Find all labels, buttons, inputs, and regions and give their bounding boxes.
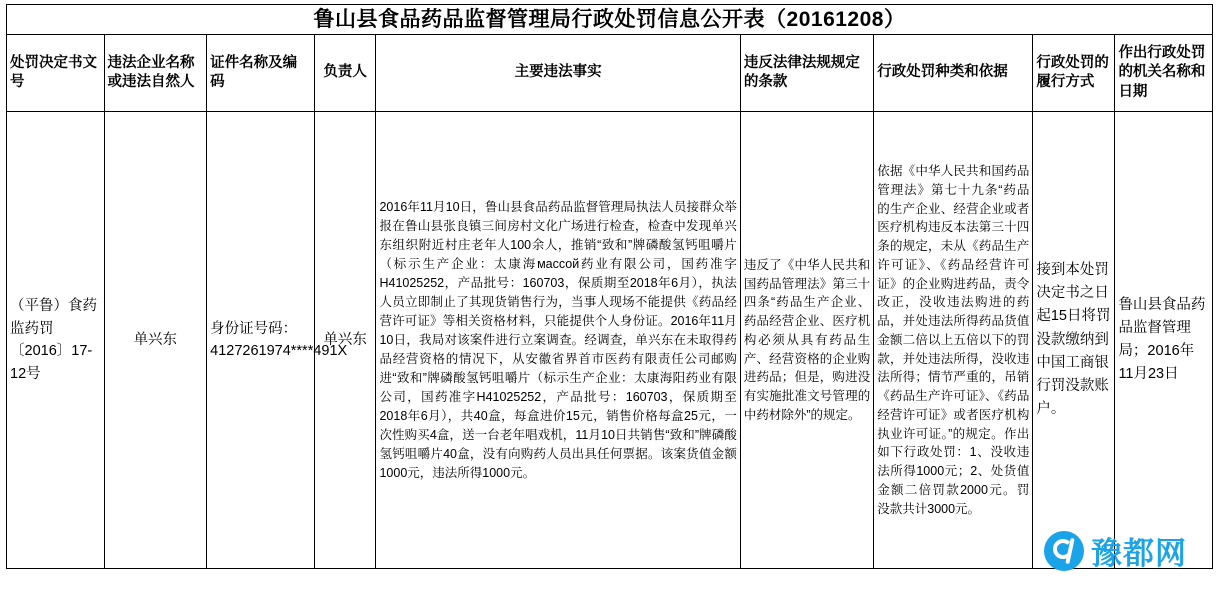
table-header-row bbox=[7, 35, 1213, 112]
watermark-text: 豫都网 bbox=[1091, 536, 1187, 572]
cell-facts: 2016年11月10日，鲁山县食品药品监督管理局执法人员接群众举报在鲁山县张良镇三间房村文化广场进行检查，检查中发现单兴东组织附近村庄老年人100余人，推销“致和”牌磷酸氢钙咀嚼片（标示生产企业：太康海массой药业有限公司，国药准字H41025252，产品批号：160703，保质期至2018年6月），执法人员立即制止了其现货销售行为，当事人现场不能提供《药品经营许可证》等相关资格材料，只能提供个人身份证。2016年11月10日，我局对该案件进行立案调查。经调查，单兴东在未取得药品经营资格的情况下，从安徽省界首市医药有限责任公司邮购进“致和”牌磷酸氢钙咀嚼片（标示生产企业：太康海阳药业有限公司，国药准字H41025252，产品批号：160703，保质期至2018年6月），共40盒，每盒进价15元，销售价格每盒25元，一次性购买4盒，送一台老年唱戏机，11月10日共销售“致和”牌磷酸氢钙咀嚼片40盒，没有向购药人员出具任何票据。该案货值金额1000元，违法所得1000元。 bbox=[376, 112, 740, 569]
column-header-penalty: 行政处罚种类和依据 bbox=[874, 35, 1033, 112]
table-title-row bbox=[7, 5, 1213, 35]
column-header-entity: 违法企业名称或违法自然人 bbox=[104, 35, 207, 112]
page-title: 鲁山县食品药品监督管理局行政处罚信息公开表（20161208） bbox=[7, 5, 1213, 35]
column-header-organ: 作出行政处罚的机关名称和日期 bbox=[1115, 35, 1213, 112]
table-row bbox=[7, 112, 1213, 569]
column-header-facts: 主要违法事实 bbox=[376, 35, 740, 112]
cell-doc-no: （平鲁）食药监药罚〔2016〕17-12号 bbox=[7, 112, 105, 569]
column-header-person: 负责人 bbox=[314, 35, 376, 112]
cell-execution: 接到本处罚决定书之日起15日将罚没款缴纳到中国工商银行罚没款账户。 bbox=[1033, 112, 1115, 569]
column-header-doc-no: 处罚决定书文号 bbox=[7, 35, 105, 112]
penalty-disclosure-table bbox=[6, 4, 1213, 569]
cell-cert: 身份证号码：4127261974****491X bbox=[207, 112, 315, 569]
cell-entity: 单兴东 bbox=[104, 112, 207, 569]
cell-organ: 鲁山县食品药品监督管理局；2016年11月23日 bbox=[1115, 112, 1213, 569]
column-header-law: 违反法律法规规定的条款 bbox=[740, 35, 873, 112]
cell-penalty: 依据《中华人民共和国药品管理法》第七十九条“药品的生产企业、经营企业或者医疗机构违反本法第三十四条的规定，未从《药品生产许可证》、《药品经营许可证》的企业购进药品，责令改正，没收违法购进的药品，并处违法所得药品货值金额二倍以上五倍以下的罚款，并处违法所得，没收违法所得；情节严重的，吊销《药品生产许可证》、《药品经营许可证》或者医疗机构执业许可证。”的规定。作出如下行政处罚：1、没收违法所得1000元；2、处货值金额二倍罚款2000元。罚没款共计3000元。 bbox=[874, 112, 1033, 569]
cell-person: 单兴东 bbox=[314, 112, 376, 569]
column-header-execution: 行政处罚的履行方式 bbox=[1033, 35, 1115, 112]
column-header-cert: 证件名称及编码 bbox=[207, 35, 315, 112]
cell-law: 违反了《中华人民共和国药品管理法》第三十四条“药品生产企业、药品经营企业、医疗机构必须从具有药品生产、经营资格的企业购进药品；但是，购进没有实施批准文号管理的中药材除外”的规定。 bbox=[740, 112, 873, 569]
